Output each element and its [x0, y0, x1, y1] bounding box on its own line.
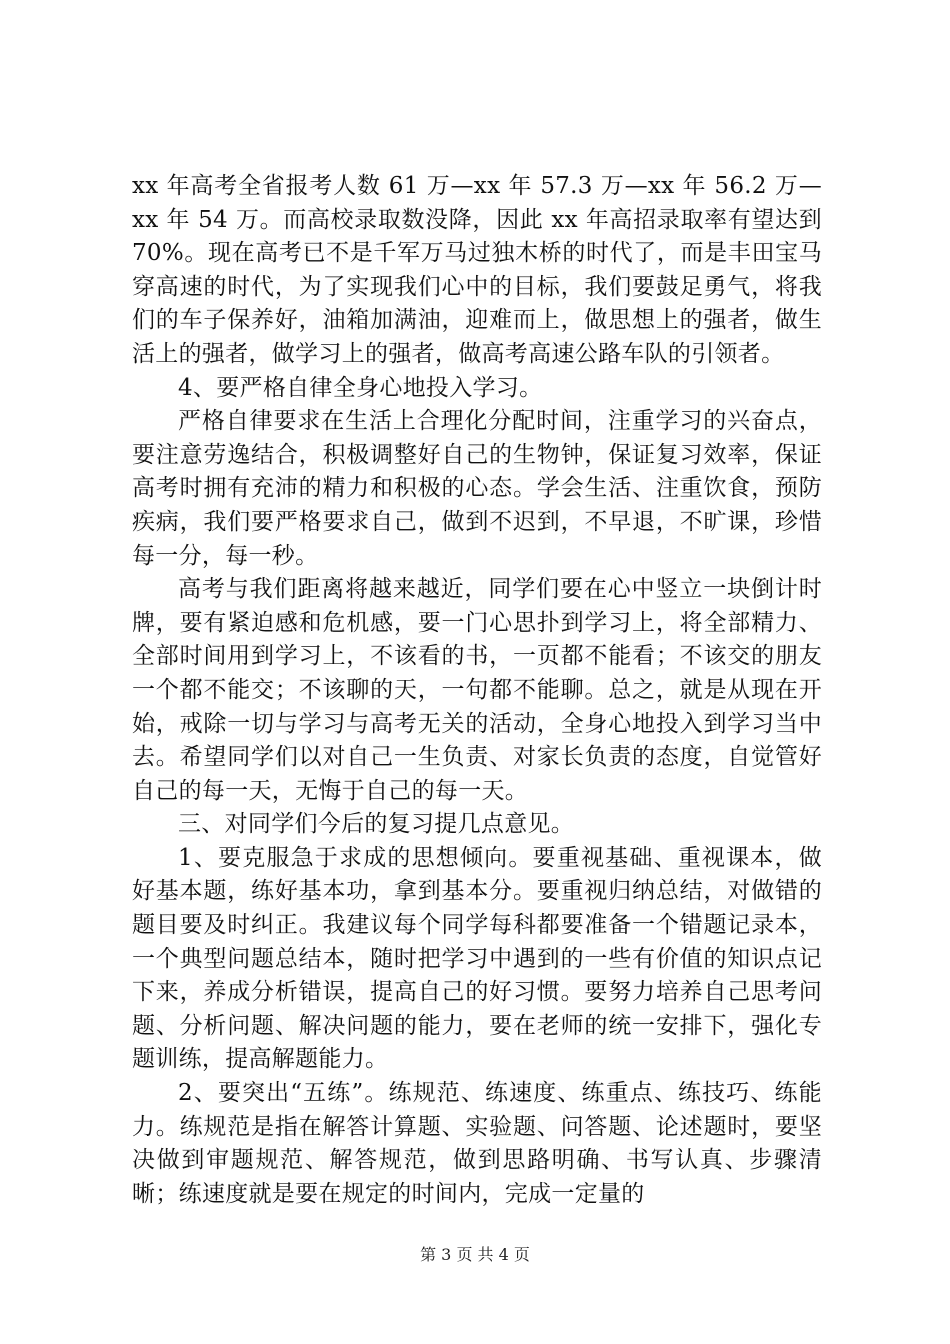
paragraph-1: xx 年高考全省报考人数 61 万—xx 年 57.3 万—xx 年 56.2 万—xx 年 54 万。而高校录取数没降，因此 xx 年高招录取率有望达到 70%。现在高考已不是千军万马过独木桥的时代了，而是丰田宝马穿高速的时代，为了实现我们心中的目标，我们要鼓足勇气，将我们的车子保养好，油箱加满油，迎难而上，做思想上的强者，做生活上的强者，做学习上的强者，做高考高速公路车队的引领者。 — [132, 173, 822, 367]
paragraph-2-heading: 4、要严格自律全身心地投入学习。 — [178, 374, 543, 401]
paragraph-3: 严格自律要求在生活上合理化分配时间，注重学习的兴奋点，要注意劳逸结合，积极调整好自己的生物钟，保证复习效率，保证高考时拥有充沛的精力和积极的心态。学会生活、注重饮食，预防疾病，我们要严格要求自己，做到不迟到，不早退，不旷课，珍惜每一分，每一秒。 — [132, 408, 822, 569]
page-footer: 第 3 页 共 4 页 — [420, 1245, 530, 1264]
paragraph-7: 2、要突出“五练”。练规范、练速度、练重点、练技巧、练能力。练规范是指在解答计算题、实验题、问答题、论述题时，要坚决做到审题规范、解答规范，做到思路明确、书写认真、步骤清晰；练速度就是要在规定的时间内，完成一定量的 — [132, 1080, 822, 1207]
paragraph-6: 1、要克服急于求成的思想倾向。要重视基础、重视课本，做好基本题，练好基本功，拿到基本分。要重视归纳总结，对做错的题目要及时纠正。我建议每个同学每科都要准备一个错题记录本，一个典型问题总结本，随时把学习中遇到的一些有价值的知识点记下来，养成分析错误，提高自己的好习惯。要努力培养自己思考问题、分析问题、解决问题的能力，要在老师的统一安排下，强化专题训练，提高解题能力。 — [132, 844, 822, 1073]
document-body — [132, 170, 822, 1211]
paragraph-5-heading: 三、对同学们今后的复习提几点意见。 — [178, 811, 575, 838]
paragraph-4: 高考与我们距离将越来越近，同学们要在心中竖立一块倒计时牌，要有紧迫感和危机感，要一门心思扑到学习上，将全部精力、全部时间用到学习上，不该看的书，一页都不能看；不该交的朋友一个都不能交；不该聊的天，一句都不能聊。总之，就是从现在开始，戒除一切与学习与高考无关的活动，全身心地投入到学习当中去。希望同学们以对自己一生负责、对家长负责的态度，自觉管好自己的每一天，无悔于自己的每一天。 — [132, 576, 822, 804]
